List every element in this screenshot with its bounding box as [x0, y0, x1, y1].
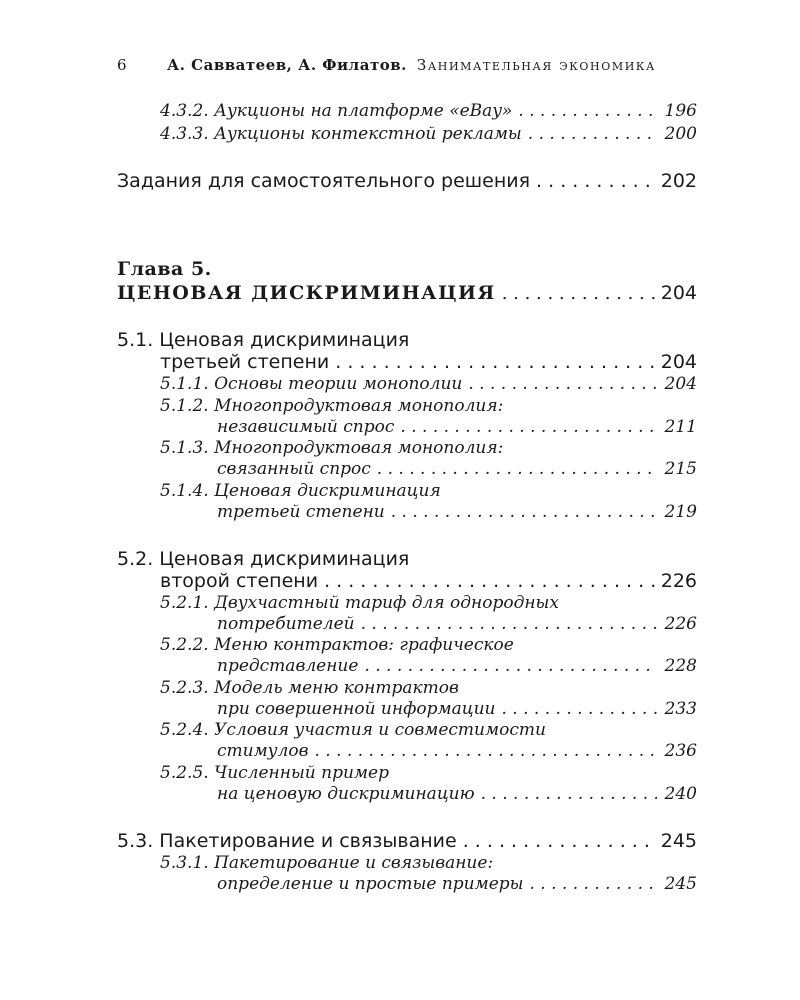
toc-entry-page: 196 [664, 101, 697, 121]
leader-dots [400, 417, 657, 437]
toc-entry-page: 245 [664, 874, 697, 894]
toc-entry-5-1-4[interactable] [217, 502, 697, 522]
toc-entry-5-1[interactable] [160, 351, 697, 373]
toc-entry-5-2-1[interactable] [217, 614, 697, 634]
leader-dots [463, 830, 655, 852]
toc-entry-text: 4.3.2. Аукционы на платформе «eBay» [160, 101, 513, 121]
subsection-title-line1: 5.2.4. Условия участия и совместимости [160, 720, 546, 740]
toc-entry-4-3-2[interactable] [160, 101, 697, 121]
book-title: Занимательная экономика [416, 56, 656, 74]
toc-entry-text: на ценовую дискриминацию [217, 784, 475, 804]
leader-dots [335, 351, 654, 373]
leader-dots [364, 656, 657, 676]
toc-entry-5-1-3[interactable] [217, 459, 697, 479]
leader-dots [518, 101, 657, 121]
toc-entry-5-2-5[interactable] [217, 784, 697, 804]
toc-entry-5-3[interactable] [117, 830, 697, 852]
toc-entry-text: представление [217, 656, 359, 676]
toc-entry-page: 228 [664, 656, 697, 676]
toc-entry-page: 219 [664, 502, 697, 522]
section-title-line1: 5.1. Ценовая дискриминация [117, 329, 410, 351]
toc-entry-5-1-2[interactable] [217, 417, 697, 437]
toc-entry-chapter-5[interactable] [117, 282, 697, 304]
toc-entry-page: 211 [664, 417, 697, 437]
toc-entry-page: 204 [660, 282, 697, 304]
leader-dots [502, 283, 655, 304]
subsection-title-line1: 5.2.5. Численный пример [160, 763, 389, 783]
toc-entry-page: 215 [664, 459, 697, 479]
toc-entry-page: 200 [664, 124, 697, 144]
toc-entry-5-1-1[interactable] [160, 374, 697, 394]
toc-entry-page: 233 [664, 699, 697, 719]
leader-dots [361, 614, 657, 634]
toc-entry-text: потребителей [217, 614, 355, 634]
leader-dots [536, 170, 655, 192]
leader-dots [315, 741, 658, 761]
toc-entry-4-3-3[interactable] [160, 124, 697, 144]
chapter-label: Глава 5. [117, 258, 212, 280]
subsection-title-line1: 5.1.4. Ценовая дискриминация [160, 481, 441, 501]
subsection-title-line1: 5.3.1. Пакетирование и связывание: [160, 853, 494, 873]
toc-entry-text: независимый спрос [217, 417, 395, 437]
toc-entry-text: Задания для самостоятельного решения [117, 170, 531, 192]
subsection-title-line1: 5.1.3. Многопродуктовая монополия: [160, 438, 504, 458]
chapter-title: ЦЕНОВАЯ ДИСКРИМИНАЦИЯ [117, 282, 496, 304]
authors: А. Савватеев, А. Филатов. [167, 56, 407, 74]
page-number: 6 [117, 56, 127, 74]
running-head [117, 56, 697, 74]
toc-entry-page: 204 [660, 351, 697, 373]
toc-entry-page: 226 [660, 570, 697, 592]
leader-dots [481, 784, 657, 804]
subsection-title-line1: 5.1.2. Многопродуктовая монополия: [160, 396, 504, 416]
toc-entry-text: связанный спрос [217, 459, 371, 479]
leader-dots [501, 699, 657, 719]
toc-entry-page: 236 [664, 741, 697, 761]
toc-entry-5-3-1[interactable] [217, 874, 697, 894]
section-title-line1: 5.2. Ценовая дискриминация [117, 548, 410, 570]
toc-entry-text: третьей степени [160, 351, 330, 373]
toc-entry-text: третьей степени [217, 502, 385, 522]
toc-entry-page: 226 [664, 614, 697, 634]
toc-entry-text: определение и простые примеры [217, 874, 524, 894]
subsection-title-line1: 5.2.2. Меню контрактов: графическое [160, 635, 514, 655]
leader-dots [528, 124, 657, 144]
leader-dots [377, 459, 657, 479]
toc-entry-text: 5.1.1. Основы теории монополии [160, 374, 463, 394]
leader-dots [530, 874, 658, 894]
toc-entry-text: 4.3.3. Аукционы контекстной рекламы [160, 124, 522, 144]
toc-entry-text: стимулов [217, 741, 309, 761]
leader-dots [391, 502, 657, 522]
toc-entry-text: 5.3. Пакетирование и связывание [117, 830, 457, 852]
subsection-title-line1: 5.2.1. Двухчастный тариф для однородных [160, 593, 559, 613]
leader-dots [468, 374, 657, 394]
toc-entry-page: 240 [664, 784, 697, 804]
subsection-title-line1: 5.2.3. Модель меню контрактов [160, 678, 459, 698]
toc-entry-page: 245 [660, 830, 697, 852]
toc-entry-text: второй степени [160, 570, 319, 592]
toc-entry-5-2[interactable] [160, 570, 697, 592]
leader-dots [324, 570, 655, 592]
toc-entry-5-2-4[interactable] [217, 741, 697, 761]
toc-entry-text: при совершенной информации [217, 699, 496, 719]
toc-entry-page: 204 [664, 374, 697, 394]
toc-entry-page: 202 [660, 170, 697, 192]
toc-entry-tasks[interactable] [117, 170, 697, 192]
toc-entry-5-2-3[interactable] [217, 699, 697, 719]
toc-entry-5-2-2[interactable] [217, 656, 697, 676]
